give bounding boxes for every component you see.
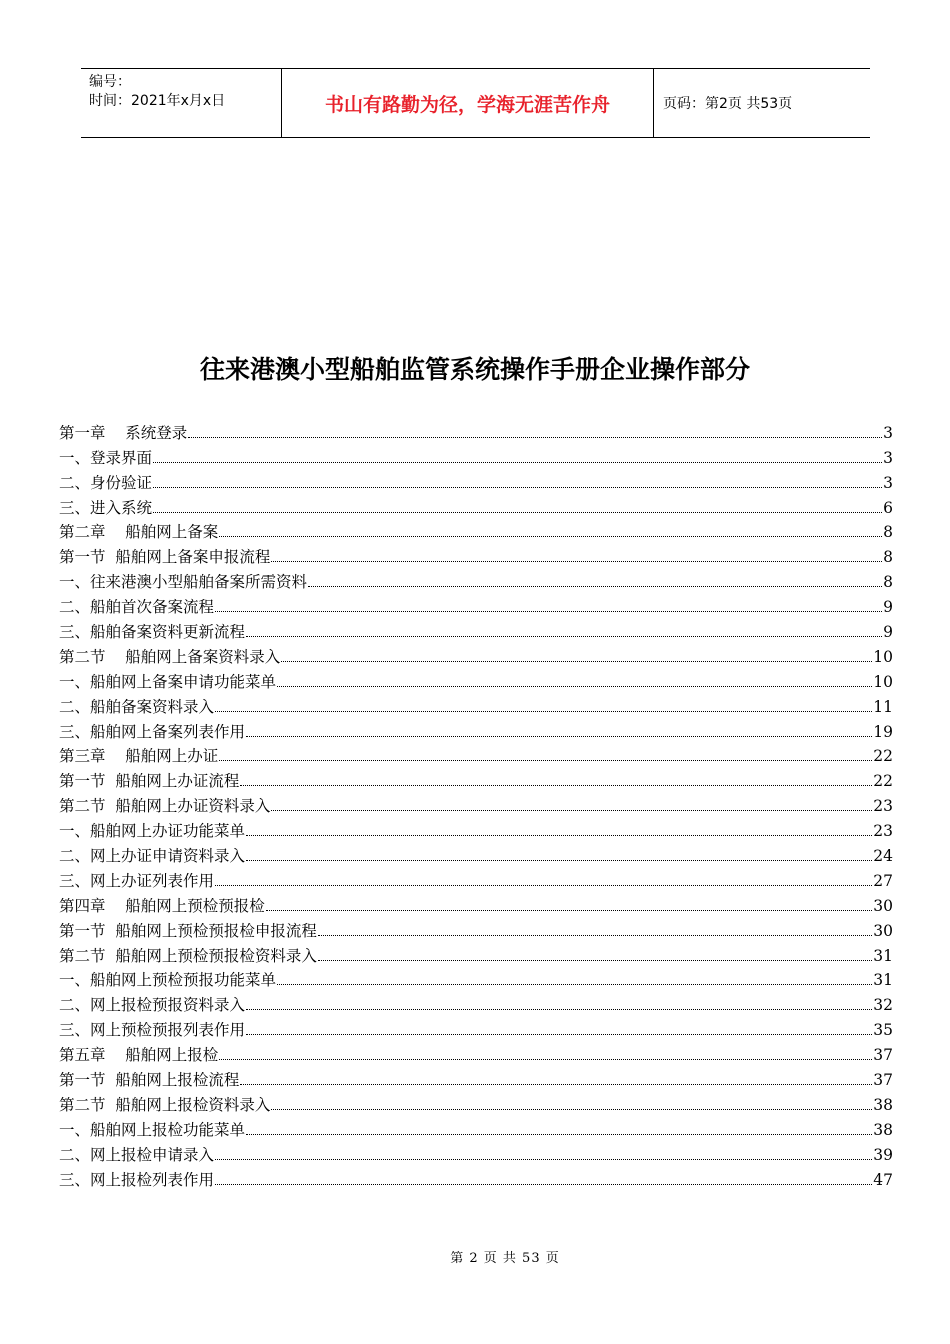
page-footer: 第 2 页 共 53 页 bbox=[450, 1251, 560, 1266]
toc-entry[interactable] bbox=[59, 493, 893, 518]
toc-entry[interactable] bbox=[59, 866, 893, 891]
toc-entry[interactable] bbox=[59, 1090, 893, 1115]
toc-leader-dots bbox=[246, 636, 882, 637]
toc-entry-page: 8 bbox=[883, 523, 893, 542]
toc-entry[interactable] bbox=[59, 518, 893, 543]
toc-entry-page: 9 bbox=[883, 623, 893, 642]
toc-entry-page: 38 bbox=[873, 1120, 893, 1139]
toc-entry-page: 23 bbox=[873, 797, 893, 816]
toc-entry-text: 一、船舶网上办证功能菜单 bbox=[59, 822, 246, 841]
toc-leader-dots bbox=[308, 586, 882, 587]
toc-entry-page: 31 bbox=[873, 971, 893, 990]
toc-entry-text: 第二节 船舶网上备案资料录入 bbox=[59, 647, 281, 666]
toc-entry-text: 第二节 船舶网上报检资料录入 bbox=[59, 1095, 271, 1114]
toc-leader-dots bbox=[246, 860, 872, 861]
toc-entry-text: 一、船舶网上备案申请功能菜单 bbox=[59, 672, 277, 691]
toc-leader-dots bbox=[266, 910, 873, 911]
toc-entry-text: 第一节 船舶网上预检预报检申报流程 bbox=[59, 921, 317, 940]
toc-entry-text: 二、身份验证 bbox=[59, 473, 153, 492]
toc-entry[interactable] bbox=[59, 990, 893, 1015]
toc-entry-text: 二、网上报检预报资料录入 bbox=[59, 996, 246, 1015]
toc-entry[interactable] bbox=[59, 418, 893, 443]
document-title: 往来港澳小型船舶监管系统操作手册企业操作部分 bbox=[199, 355, 750, 384]
toc-entry-page: 3 bbox=[883, 448, 893, 467]
toc-entry-text: 第二节 船舶网上预检预报检资料录入 bbox=[59, 946, 317, 965]
toc-entry-page: 37 bbox=[873, 1071, 893, 1090]
toc-entry-page: 30 bbox=[873, 921, 893, 940]
toc-entry-text: 第二节 船舶网上办证资料录入 bbox=[59, 797, 271, 816]
toc-leader-dots bbox=[271, 561, 882, 562]
toc-entry-page: 19 bbox=[873, 722, 893, 741]
toc-entry-page: 35 bbox=[873, 1021, 893, 1040]
toc-leader-dots bbox=[215, 611, 882, 612]
toc-leader-dots bbox=[318, 960, 872, 961]
toc-leader-dots bbox=[246, 1134, 872, 1135]
page-info: 页码：第2页 共53页 bbox=[663, 96, 793, 112]
toc-entry-text: 第一节 船舶网上备案申报流程 bbox=[59, 548, 271, 567]
toc-leader-dots bbox=[188, 437, 882, 438]
toc-entry[interactable] bbox=[59, 567, 893, 592]
toc-leader-dots bbox=[318, 935, 872, 936]
toc-entry[interactable] bbox=[59, 717, 893, 742]
toc-entry-page: 3 bbox=[883, 423, 893, 442]
toc-entry[interactable] bbox=[59, 692, 893, 717]
toc-leader-dots bbox=[246, 835, 872, 836]
toc-entry-text: 第二章 船舶网上备案 bbox=[59, 523, 219, 542]
toc-entry[interactable] bbox=[59, 742, 893, 767]
toc-entry-page: 10 bbox=[873, 647, 893, 666]
toc-entry-page: 3 bbox=[883, 473, 893, 492]
toc-leader-dots bbox=[215, 711, 872, 712]
toc-entry-page: 8 bbox=[883, 573, 893, 592]
toc-entry-text: 二、船舶首次备案流程 bbox=[59, 598, 215, 617]
toc-entry-page: 47 bbox=[873, 1170, 893, 1189]
toc-entry-text: 三、网上报检列表作用 bbox=[59, 1170, 215, 1189]
toc-entry[interactable] bbox=[59, 1065, 893, 1090]
toc-leader-dots bbox=[240, 1084, 872, 1085]
toc-entry[interactable] bbox=[59, 542, 893, 567]
toc-leader-dots bbox=[271, 1109, 872, 1110]
toc-entry[interactable] bbox=[59, 1165, 893, 1190]
toc-entry-page: 38 bbox=[873, 1095, 893, 1114]
toc-leader-dots bbox=[215, 1184, 872, 1185]
toc-entry-page: 9 bbox=[883, 598, 893, 617]
toc-entry-page: 37 bbox=[873, 1046, 893, 1065]
toc-entry[interactable] bbox=[59, 617, 893, 642]
toc-entry[interactable] bbox=[59, 642, 893, 667]
toc-entry[interactable] bbox=[59, 816, 893, 841]
toc-entry-text: 第五章 船舶网上报检 bbox=[59, 1046, 219, 1065]
date-label: 时间：2021年x月x日 bbox=[89, 93, 226, 109]
toc-entry-page: 23 bbox=[873, 822, 893, 841]
toc-entry-page: 22 bbox=[873, 747, 893, 766]
toc-entry-page: 39 bbox=[873, 1145, 893, 1164]
toc-entry[interactable] bbox=[59, 766, 893, 791]
toc-entry[interactable] bbox=[59, 468, 893, 493]
toc-entry-text: 三、网上办证列表作用 bbox=[59, 871, 215, 890]
toc-entry[interactable] bbox=[59, 1015, 893, 1040]
toc-entry[interactable] bbox=[59, 1140, 893, 1165]
toc-entry-page: 22 bbox=[873, 772, 893, 791]
toc-entry-text: 二、网上办证申请资料录入 bbox=[59, 847, 246, 866]
toc-leader-dots bbox=[153, 512, 882, 513]
toc-entry-page: 24 bbox=[873, 847, 893, 866]
toc-entry-page: 11 bbox=[873, 697, 893, 716]
toc-leader-dots bbox=[215, 1159, 872, 1160]
toc-leader-dots bbox=[240, 785, 872, 786]
toc-entry-text: 第一节 船舶网上报检流程 bbox=[59, 1071, 240, 1090]
toc-entry[interactable] bbox=[59, 791, 893, 816]
toc-entry[interactable] bbox=[59, 1040, 893, 1065]
toc-leader-dots bbox=[246, 736, 872, 737]
header-meta-cell bbox=[81, 69, 282, 137]
toc-entry-text: 三、船舶备案资料更新流程 bbox=[59, 623, 246, 642]
toc-leader-dots bbox=[153, 462, 882, 463]
motto: 书山有路勤为径，学海无涯苦作舟 bbox=[282, 69, 654, 137]
toc-entry-page: 27 bbox=[873, 871, 893, 890]
toc-entry-page: 30 bbox=[873, 896, 893, 915]
toc-leader-dots bbox=[277, 686, 872, 687]
toc-entry[interactable] bbox=[59, 916, 893, 941]
toc-entry-text: 第三章 船舶网上办证 bbox=[59, 747, 219, 766]
toc-entry-text: 三、船舶网上备案列表作用 bbox=[59, 722, 246, 741]
toc-entry-text: 三、网上预检预报列表作用 bbox=[59, 1021, 246, 1040]
toc-entry[interactable] bbox=[59, 966, 893, 991]
header-table bbox=[81, 68, 870, 138]
toc-entry-text: 第一章 系统登录 bbox=[59, 423, 188, 442]
toc-leader-dots bbox=[153, 487, 882, 488]
toc-entry[interactable] bbox=[59, 941, 893, 966]
toc-entry-page: 8 bbox=[883, 548, 893, 567]
toc-entry[interactable] bbox=[59, 841, 893, 866]
toc-entry-text: 二、网上报检申请录入 bbox=[59, 1145, 215, 1164]
toc-entry-page: 31 bbox=[873, 946, 893, 965]
toc-leader-dots bbox=[281, 661, 872, 662]
toc-entry-text: 一、往来港澳小型船舶备案所需资料 bbox=[59, 573, 308, 592]
toc-leader-dots bbox=[246, 1009, 872, 1010]
toc-leader-dots bbox=[219, 536, 882, 537]
table-of-contents bbox=[59, 418, 893, 1190]
toc-leader-dots bbox=[246, 1034, 872, 1035]
toc-entry-text: 一、登录界面 bbox=[59, 448, 153, 467]
toc-entry-text: 第一节 船舶网上办证流程 bbox=[59, 772, 240, 791]
toc-leader-dots bbox=[215, 885, 872, 886]
toc-leader-dots bbox=[219, 760, 872, 761]
toc-entry[interactable] bbox=[59, 1115, 893, 1140]
number-label: 编号： bbox=[89, 74, 131, 90]
toc-entry-page: 6 bbox=[883, 498, 893, 517]
toc-entry[interactable] bbox=[59, 443, 893, 468]
toc-entry-text: 一、船舶网上预检预报功能菜单 bbox=[59, 971, 277, 990]
toc-entry-page: 10 bbox=[873, 672, 893, 691]
toc-entry-text: 三、进入系统 bbox=[59, 498, 153, 517]
toc-leader-dots bbox=[277, 984, 872, 985]
toc-entry[interactable] bbox=[59, 667, 893, 692]
toc-entry-text: 一、船舶网上报检功能菜单 bbox=[59, 1120, 246, 1139]
toc-entry[interactable] bbox=[59, 592, 893, 617]
toc-entry[interactable] bbox=[59, 891, 893, 916]
toc-leader-dots bbox=[219, 1059, 872, 1060]
toc-entry-text: 第四章 船舶网上预检预报检 bbox=[59, 896, 265, 915]
toc-entry-page: 32 bbox=[873, 996, 893, 1015]
toc-leader-dots bbox=[271, 810, 872, 811]
toc-entry-text: 二、船舶备案资料录入 bbox=[59, 697, 215, 716]
